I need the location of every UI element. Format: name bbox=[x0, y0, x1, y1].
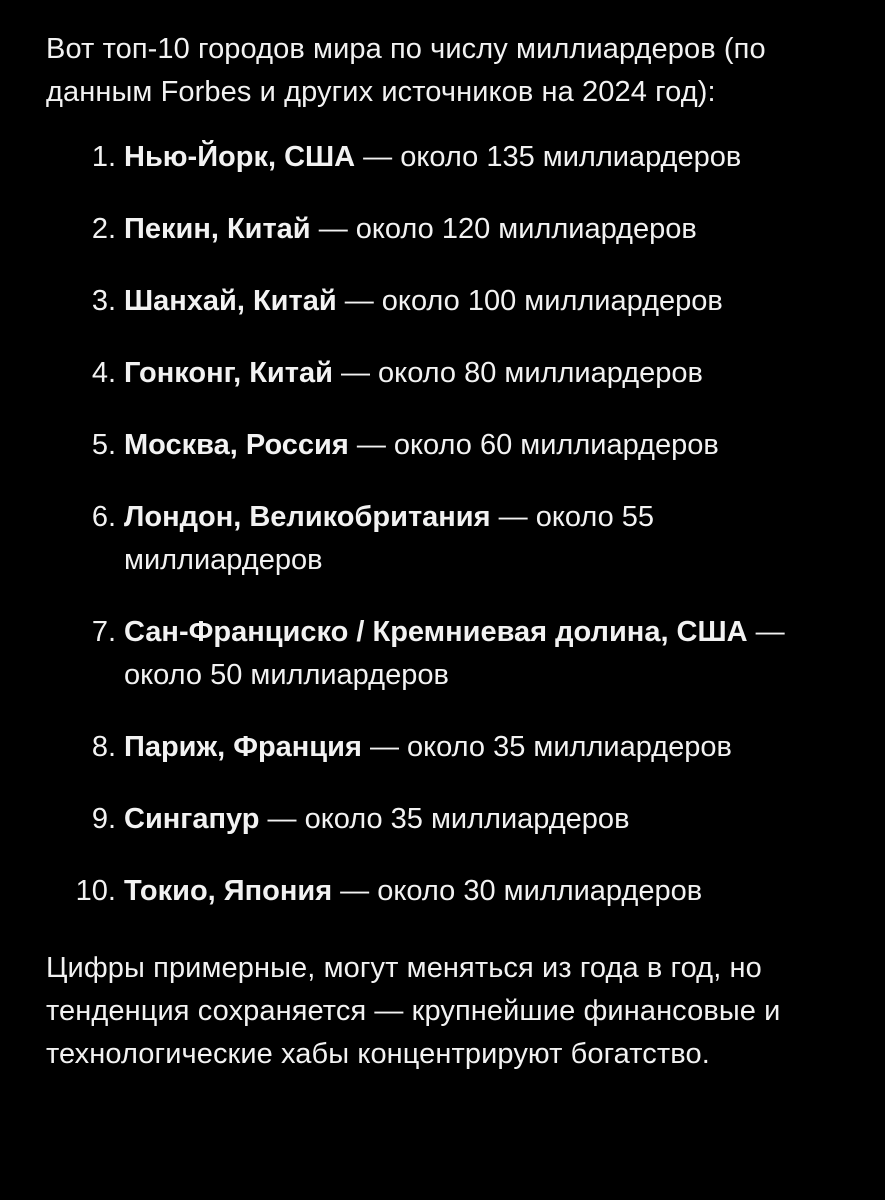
list-item bbox=[46, 870, 845, 913]
list-item-content bbox=[116, 496, 824, 582]
separator: — bbox=[259, 803, 305, 835]
separator: — bbox=[332, 357, 379, 389]
intro-text: Вот топ-10 городов мира по числу миллиардеров (по данным Forbes и других источников на 2024 год): bbox=[46, 33, 766, 108]
separator: — bbox=[490, 501, 536, 533]
list-item-content bbox=[116, 352, 824, 395]
city-detail: около 35 миллиардеров bbox=[407, 731, 732, 763]
list-item bbox=[46, 424, 845, 467]
list-item bbox=[46, 611, 845, 697]
list-item-number: 6. bbox=[91, 501, 116, 533]
list-item-content bbox=[116, 726, 824, 769]
list-item-number: 4. bbox=[91, 357, 116, 389]
list-item-number: 3. bbox=[91, 285, 116, 317]
separator: — bbox=[747, 616, 785, 648]
list-item-number: 10. bbox=[75, 875, 116, 907]
city-name: Нью-Йорк, США bbox=[124, 141, 356, 173]
list-item-number: 7. bbox=[91, 616, 116, 648]
list-item-number: 9. bbox=[91, 803, 116, 835]
city-detail: около 135 миллиардеров bbox=[400, 141, 742, 173]
city-name: Токио, Япония bbox=[124, 875, 333, 907]
list-item-content bbox=[116, 611, 824, 697]
city-detail: около 30 миллиардеров bbox=[377, 875, 703, 907]
city-list bbox=[46, 136, 845, 913]
city-detail: около 55 миллиардеров bbox=[124, 501, 655, 576]
outro-text: Цифры примерные, могут меняться из года в год, но тенденция сохраняется — крупнейшие финансовые и технологические хабы концентрируют богатство. bbox=[46, 952, 781, 1070]
city-name: Сингапур bbox=[124, 803, 260, 835]
list-item-number: 8. bbox=[91, 731, 116, 763]
city-detail: около 100 миллиардеров bbox=[381, 285, 723, 317]
list-item-content bbox=[116, 798, 824, 841]
list-item bbox=[46, 726, 845, 769]
list-item-content bbox=[116, 870, 824, 913]
city-detail: около 35 миллиардеров bbox=[304, 803, 630, 835]
list-item bbox=[46, 280, 845, 323]
city-name: Пекин, Китай bbox=[124, 213, 311, 245]
city-name: Лондон, Великобритания bbox=[124, 501, 491, 533]
city-detail: около 80 миллиардеров bbox=[378, 357, 703, 389]
list-item bbox=[46, 352, 845, 395]
city-name: Шанхай, Китай bbox=[124, 285, 337, 317]
separator: — bbox=[361, 731, 408, 763]
city-name: Гонконг, Китай bbox=[124, 357, 333, 389]
list-item-number: 2. bbox=[91, 213, 116, 245]
list-item-number: 1. bbox=[91, 141, 116, 173]
city-name: Париж, Франция bbox=[124, 731, 362, 763]
city-detail: около 120 миллиардеров bbox=[355, 213, 697, 245]
city-detail: около 50 миллиардеров bbox=[124, 659, 449, 691]
list-item bbox=[46, 208, 845, 251]
separator: — bbox=[336, 285, 382, 317]
city-name: Москва, Россия bbox=[124, 429, 349, 461]
list-item-content bbox=[116, 136, 824, 179]
list-item bbox=[46, 496, 845, 582]
list-item-number: 5. bbox=[91, 429, 116, 461]
city-name: Сан-Франциско / Кремниевая долина, США bbox=[124, 616, 748, 648]
list-item-content bbox=[116, 424, 824, 467]
separator: — bbox=[355, 141, 401, 173]
separator: — bbox=[332, 875, 378, 907]
list-item-content bbox=[116, 208, 824, 251]
city-detail: около 60 миллиардеров bbox=[393, 429, 719, 461]
list-item-content bbox=[116, 280, 824, 323]
separator: — bbox=[310, 213, 356, 245]
separator: — bbox=[348, 429, 394, 461]
list-item bbox=[46, 136, 845, 179]
list-item bbox=[46, 798, 845, 841]
